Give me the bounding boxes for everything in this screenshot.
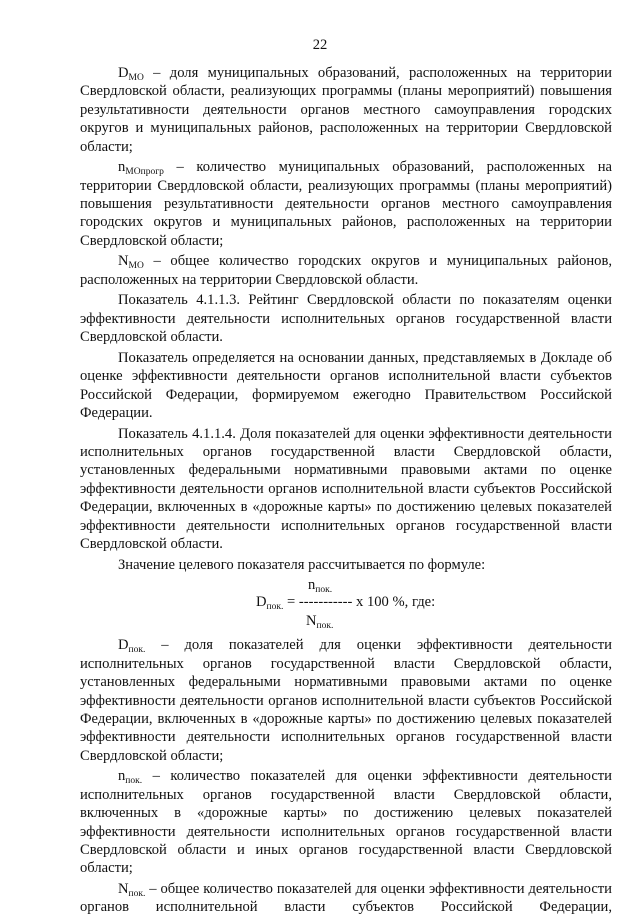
symbol: n [118,768,126,785]
symbol: N [118,880,129,897]
formula-expression: = ----------- x 100 %, где: [283,594,436,611]
formula-intro: Значение целевого показателя рассчитывается по формуле: [118,556,486,573]
formula-denominator [306,612,333,630]
symbol-subscript: пок. [316,621,334,632]
symbol: N [118,253,129,270]
symbol-subscript: МО [128,73,144,83]
symbol-subscript: пок. [315,585,333,596]
symbol: D [118,637,129,654]
document-body [80,64,612,919]
formula-numerator [308,576,332,594]
symbol: n [118,159,126,176]
symbol: N [306,613,317,630]
symbol: D [118,65,129,81]
indicator-4-1-1-3: Показатель 4.1.1.3. Рейтинг Свердловской области по показателям оценки эффективности деятельности исполнительных органов государственной власти Свердловской области. [80,292,612,346]
definition-text: – количество муниципальных образований, расположенных на территории Свердловской области, реализующих программы (планы мероприятий) повышения результативности деятельности органов местного самоуправления городских округов и муниципальных районов, расположенных на территории Свердловской области; [80,159,612,249]
symbol-subscript: пок. [128,888,146,899]
definition-n-pok [80,767,612,877]
symbol-subscript: МО [128,261,144,272]
definition-N-mo [80,252,612,289]
definition-d-pok [80,636,612,765]
symbol: D [256,594,267,611]
definition-text: – доля муниципальных образований, расположенных на территории Свердловской области, реализующих программы (планы мероприятий) повышения результативности деятельности органов местного самоуправления городских округов и муниципальных районов, расположенных на территории Свердловской области; [80,65,612,155]
page-number: 22 [312,37,328,53]
definition-text: – общее количество показателей для оценки эффективности деятельности органов исполнительной власти субъектов Российской Федерации, [80,880,612,916]
symbol: n [308,577,316,594]
definition-text: – доля показателей для оценки эффективности деятельности исполнительных органов государственной власти Свердловской области, установленных федеральными нормативными правовыми актами по оценке эффективности деятельности органов исполнительной власти субъектов Российской Федерации, включенных в «дорожные карты» по достижению целевых показателей эффективности деятельности исполнительных органов государственной власти Свердловской области; [80,637,612,764]
definition-text: – количество показателей для оценки эффективности деятельности исполнительных органов государственной власти Свердловской области, включенных в «дорожные карты» по достижению целевых показателей эффективности деятельности исполнительных органов государственной власти Свердловской области и иных органов государственной власти Свердловской области; [80,768,612,877]
indicator-basis-paragraph: Показатель определяется на основании данных, представляемых в Докладе об оценке эффективности деятельности органов исполнительной власти субъектов Российской Федерации, формируемом ежегодно Правительством Российской Федерации. [80,349,612,422]
symbol-subscript: пок. [128,645,146,656]
indicator-4-1-1-4: Показатель 4.1.1.4. Доля показателей для оценки эффективности деятельности исполнительных органов государственной власти Свердловской области, установленных федеральными нормативными правовыми актами по оценке эффективности деятельности органов исполнительной власти субъектов Российской Федерации, включенных в «дорожные карты» по достижению целевых показателей эффективности деятельности исполнительных органов государственной власти Свердловской области. [80,425,612,553]
symbol-subscript: МОпрогр [125,167,164,178]
definition-n-mo [80,158,612,250]
symbol-subscript: пок. [125,776,143,787]
definition-text: – общее количество городских округов и муниципальных районов, расположенных на территории Свердловской области. [80,253,612,288]
definition-d-mo [80,64,612,156]
formula [80,576,612,632]
symbol-subscript: пок. [266,602,284,613]
formula-main-line [256,593,435,611]
definition-N-pok [80,880,612,917]
